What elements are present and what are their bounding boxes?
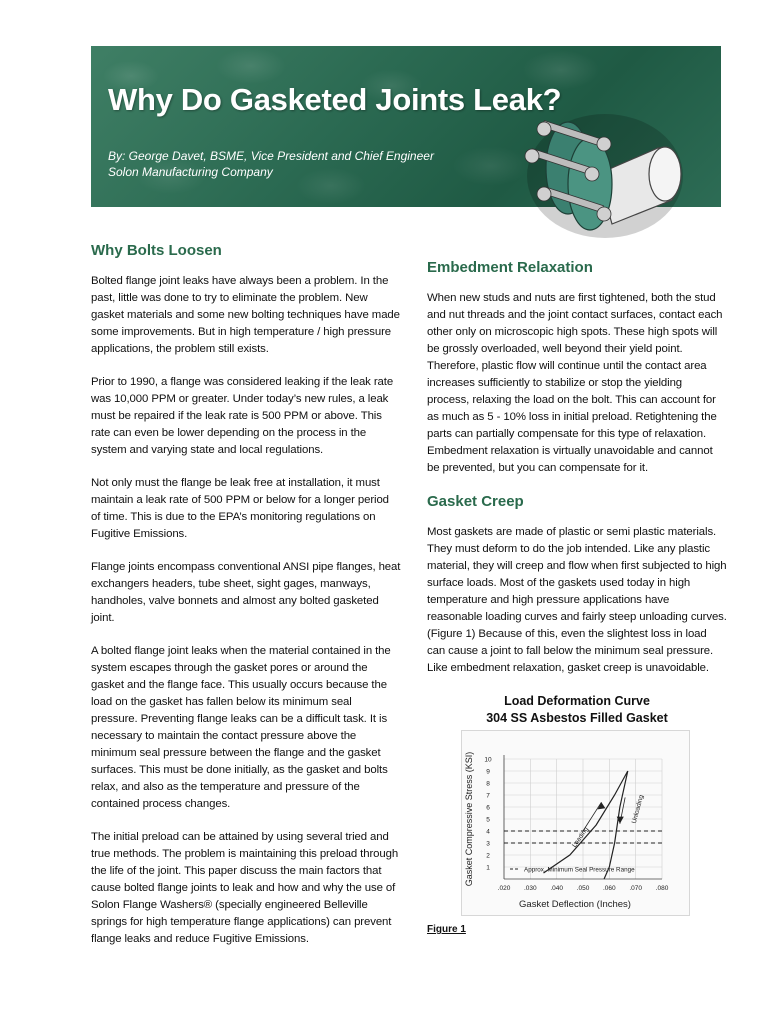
flange-illustration [520,96,690,246]
y-tick-label: 5 [486,816,490,824]
figure-title [427,693,727,727]
annotation-loading: Loading [571,825,591,849]
paragraph: Most gaskets are made of plastic or semi plastic materials. They must deform to do the job intended. Like any plastic material, they will creep and flow when first subjected to high surface loads. Most of the gaskets used today in high temperature and high pressure applications have reasonable loading curves and fairly steep unloading curves. (Figure 1) Because of this, even the slightest loss in load can cause a joint to fall below the minimum seal pressure. Like embedment relaxation, gasket creep is unavoidable. [427,526,727,674]
x-tick-label: .060 [603,885,616,892]
series-unloading-line [604,771,628,879]
y-tick-label: 2 [486,852,490,860]
nut-icon [537,122,551,136]
y-axis-label: Gasket Compressive Stress (KSI) [464,751,474,887]
paragraph: A bolted flange joint leaks when the material contained in the system escapes through the gasket pores or around the gasket and the flange face. This usually occurs because the load on the gasket has fallen below its minimum seal pressure. Preventing flange leaks can be a difficult task. It is necessary to maintain the contact pressure above the minimum seal pressure between the flange and the gasket surfaces. This must be done initially, as the gasket and bolts relax, and also as the temperature and pressure of the contained process changes. [91,645,391,810]
section-heading-why-bolts-loosen: Why Bolts Loosen [91,242,222,259]
figure-title-line-2: 304 SS Asbestos Filled Gasket [486,711,668,725]
x-tick-label: .030 [524,885,537,892]
paragraph: Prior to 1990, a flange was considered leaking if the leak rate was 10,000 PPM or greater. Under today’s new rules, a leak must be repaired if the leak rate is 500 PPM or above. This rate can even be lower depending on the process in the system and varying state and local regulations. [91,376,394,456]
y-tick-label: 1 [486,864,490,872]
y-tick-label: 3 [486,840,490,848]
page-title: Why Do Gasketed Joints Leak? [108,82,562,117]
x-tick-label: .080 [655,885,669,892]
figure-title-line-1: Load Deformation Curve [504,694,650,708]
x-axis-label: Gasket Deflection (Inches) [519,899,631,910]
pipe-end [649,147,681,201]
y-tick-label: 4 [486,828,490,836]
nut-icon [585,167,599,181]
y-tick-label: 6 [486,804,490,812]
legend-label: Approx. Minimum Seal Pressure Range [524,866,635,874]
paragraph: When new studs and nuts are first tightened, both the stud and nut threads and the joint contact surfaces, contact each other only on microscopic high spots. These high spots will be grossly overloaded, well beyond their yield point. Therefore, plastic flow will continue until the contact area increases sufficiently to stabilize or stop the yielding process, relaxing the load on the bolt. This can account for as much as 5 - 10% loss in initial preload. Retightening the parts can partially compensate for this type of relaxation. Embedment relaxation is virtually unavoidable and cannot be prevented, but you can compensate for it. [427,292,723,474]
nut-icon [525,149,539,163]
loading-arrow [583,802,601,831]
y-tick-label: 10 [484,756,492,764]
x-tick-label: .070 [629,885,642,892]
nut-icon [597,207,611,221]
paragraph: Bolted flange joint leaks have always been a problem. In the past, little was done to try to eliminate the problem. New gasket materials and some new bolting techniques have made some improvements. But in high temperature / high pressure applications, the problem still exists. [91,275,400,355]
byline-author: By: George Davet, BSME, Vice President and Chief Engineer [108,149,434,163]
paragraph: Flange joints encompass conventional ANSI pipe flanges, heat exchangers headers, tube sheet, sight gages, manways, handholes, valve bonnets and almost any bolted gasketed joint. [91,561,401,624]
series-loading-line [544,771,628,873]
y-tick-label: 7 [486,792,490,800]
y-tick-label: 9 [486,768,490,776]
section-heading-gasket-creep: Gasket Creep [427,493,524,510]
nut-icon [597,137,611,151]
byline [108,148,434,180]
section-heading-embedment-relaxation: Embedment Relaxation [427,259,593,276]
paragraph: Not only must the flange be leak free at installation, it must maintain a leak rate of 500 PPM or below for a longer period of time. This is due to the EPA’s monitoring regulations on Fugitive Emissions. [91,477,389,540]
byline-company: Solon Manufacturing Company [108,165,273,179]
nut-icon [537,187,551,201]
right-column [427,259,727,727]
chart-frame [461,730,690,916]
paragraph: The initial preload can be attained by using several tried and true methods. The problem is maintaining this preload through the life of the joint. This paper discuss the main factors that cause bolted flange joints to leak and how and why the use of Solon Flange Washers® (specially engineered Belleville springs for high temperature flange applications) can prevent flange leaks and reduce Fugitive Emissions. [91,831,399,945]
load-deformation-chart [462,731,689,915]
x-tick-label: .050 [576,885,590,892]
annotation-unloading: Unloading [630,794,646,825]
left-column [91,242,401,964]
x-tick-label: .040 [550,885,563,892]
y-tick-label: 8 [486,780,490,788]
x-tick-label: .020 [497,885,511,892]
figure-label: Figure 1 [427,924,466,935]
